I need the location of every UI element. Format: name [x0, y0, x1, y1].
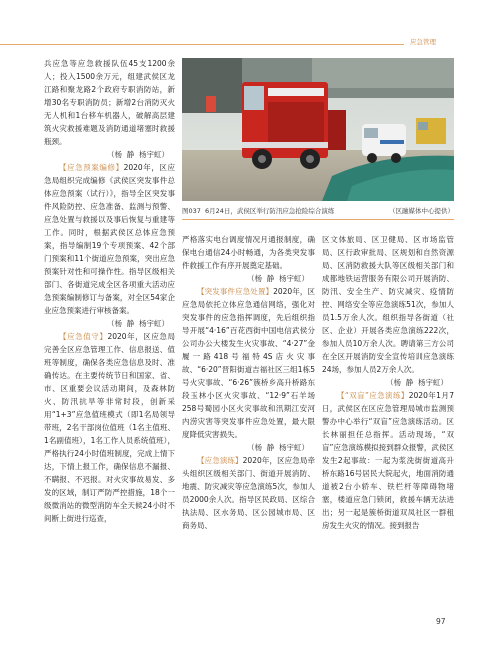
author-signature: （杨 静 杨宇虹） — [246, 274, 309, 283]
section-text: 2020年1月7日，武侯区在区应急管理局城市监测预警办中心举行“双盲”应急演练活动。区长林丽担任总指挥。活动现场，“双盲”应急演练模拟接到群众报警，武侯区发生2起事故：一起为浆洗街街道高升桥东路16号居民大院起火，地面消防通道被2台小轿车、铁栏杆等障碍物堵塞，楼道应急门锁闭，救援车辆无法进出；另一起是簇桥街道双凤社区一群租房发生火灾的情况。接到报告 — [322, 391, 454, 530]
author-signature: （杨 静 杨宇虹） — [106, 150, 169, 159]
section-text: 2020年，区应急局依托立体应急通信网络，强化对突发事件的应急指挥调度，先后组织指导开展“4·16”百花西街中国电信武侯分公司办公大楼发生火灾事故、“4·27”金履一路418号福特4S店火灾事故、“6·20”晋阳街道吉福社区三组1栋5号火灾事故、“6·26”簇桥乡高升桥路东段玉林小区火灾事故、“12·9”石羊场258号蜀园小区火灾事故和汛期江安河内涝灾害等突发事件应急处置，最大限度降低灾害损失。 — [182, 287, 316, 439]
section-label: 【应急演练】 — [197, 456, 243, 465]
author-signature: （杨 静 杨宇虹） — [385, 378, 448, 387]
caption-rule — [182, 219, 454, 220]
duty-continuation: 严格落实电台调度情况月通报制度，确保电台通信24小时畅通，为各类突发事件救援工作有序开展奠定基础。 — [182, 235, 315, 270]
section-title: 应急管理 — [410, 38, 436, 46]
section-text: 2020年，区应急局完善全区应急管理工作、信息报送、值班等制度，确保各类应急信息及时、准确传达。在主要传统节日和国家、省、市、区重要会议活动期间，及森林防火、防汛抗旱等非常时段，创新采用“1+3”应急值班模式（即1名局领导带班，2名干部岗位值班（1名主值班、1名副值班），1名工作人员系统值班），严格执行24小时值班制度，完成上情下达，下情上报工作，确保信息不漏报、不瞒报、不迟报。对火灾事故易发、多发的区域，制订严防严控措施，18个一级微消站的微型消防车全天候24小时不间断上街进行巡查， — [44, 332, 175, 523]
section-label: 【突发事件应急处置】 — [197, 287, 274, 296]
figure-number: 图037 — [182, 207, 201, 215]
section-text: 2020年，区应急局组织完成编修《武侯区突发事件总体应急预案（试行）》，指导全区突发事件风险防控、应急准备、监测与预警、应急处置与救援以及事后恢复与重建等工作。同时，根据武侯区总体应急预案，指导编制19个专项预案、42个部门预案和11个街道应急预案，突出应急预案针对性和可操作性。指导区级相关部门、各街道完成全区各项重大活动应急预案编制修订与备案，对全区54家企业应急预案进行审核备案。 — [44, 163, 175, 315]
page-number: 97 — [436, 617, 446, 626]
author-signature: （杨 静 杨宇虹） — [106, 319, 169, 328]
section-emergency-response — [182, 285, 315, 441]
fire-truck-photo-illustration — [182, 58, 454, 201]
section-duty — [44, 330, 175, 525]
header-rule — [0, 44, 404, 45]
figure-credit: （区融媒体中心提供） — [389, 207, 454, 215]
author-signature: （杨 静 杨宇虹） — [246, 443, 309, 452]
section-double-blind-drill — [322, 389, 454, 532]
section-contingency-plans — [44, 161, 175, 317]
drills-continuation: 区文体旅局、区卫健局、区市场监管局、区行政审批局、区规划和自然资源局、区消防救援大队等区级相关部门和成都地铁运营服务有限公司开展消防、防汛、安全生产、防灾减灾、疫情防控、网络安全等应急演练51次，参加人员1.5万余人次。组织指导各街道（社区、企业）开展各类应急演练222次，参加人员10万余人次。聘请第三方公司在全区开展消防安全宣传培训应急演练24场，参加人员2万余人次。 — [322, 235, 454, 374]
column-right — [322, 233, 454, 532]
section-text: 2020年，区应急局牵头组织区级相关部门、街道开展消防、地震、防灾减灾等应急演练5次，参加人员2000余人次。指导区民政局、区综合执法局、区水务局、区公园城市局、区商务局、 — [182, 456, 315, 530]
section-label: 【应急值守】 — [59, 332, 108, 341]
drill-photo — [182, 58, 454, 201]
figure-caption: 6月24日，武侯区举行防汛应急抢险综合演练 — [205, 207, 335, 215]
section-drills — [182, 454, 315, 532]
column-middle — [182, 233, 315, 532]
section-label: 【应急预案编修】 — [59, 163, 124, 172]
intro-paragraph: 兵应急等应急救援队伍45支1200余人；投入1500余万元，组建武侯区龙江路和聚龙路2个政府专职消防站，新增30名专职消防员；新增2台消防灭火无人机和1台移车机器人，破解高层建筑火灾救援难题及消防通道堵塞时救援瓶颈。 — [44, 59, 175, 146]
section-label: 【“双盲”应急演练】 — [337, 391, 409, 400]
column-left — [44, 57, 175, 525]
